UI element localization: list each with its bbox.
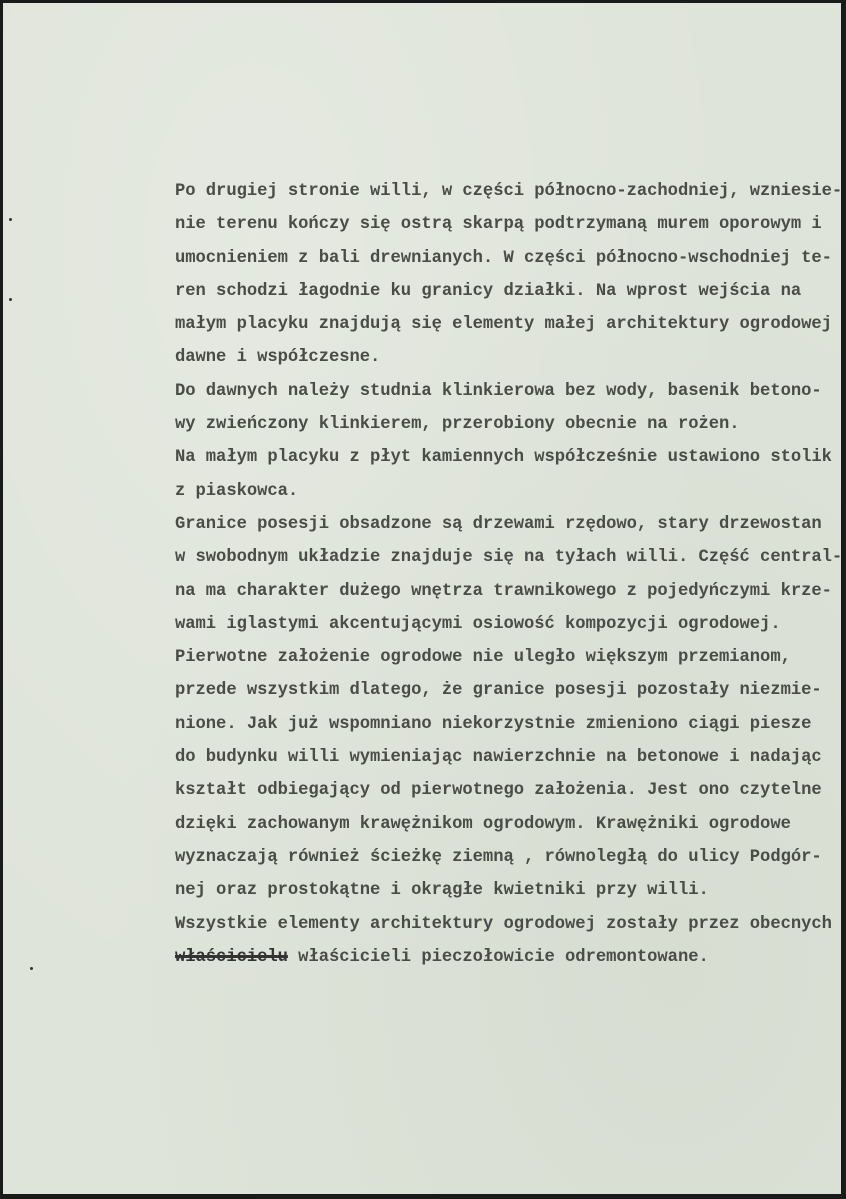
- text-line: Granice posesji obsadzone są drzewami rzędowo, stary drzewostan: [175, 514, 822, 534]
- text-line: wy zwieńczony klinkierem, przerobiony obecnie na rożen.: [175, 415, 740, 435]
- text-line: Pierwotne założenie ogrodowe nie uległo większym przemianom,: [175, 648, 791, 668]
- struck-out-word: właścicielu: [175, 947, 288, 967]
- typewritten-text: [175, 175, 842, 974]
- text-line: nie terenu kończy się ostrą skarpą podtrzymaną murem oporowym i: [175, 215, 822, 235]
- text-line: ren schodzi łagodnie ku granicy działki. Na wprost wejścia na: [175, 281, 802, 301]
- text-line: umocnieniem z bali drewnianych. W części północno-wschodniej te-: [175, 248, 832, 268]
- text-line: dawne i współczesne.: [175, 348, 381, 368]
- margin-mark: [9, 218, 12, 221]
- text-line: małym placyku znajdują się elementy małej architektury ogrodowej: [175, 315, 832, 335]
- text-line: przede wszystkim dlatego, że granice posesji pozostały niezmie-: [175, 681, 822, 701]
- text-line: kształt odbiegający od pierwotnego założenia. Jest ono czytelne: [175, 781, 822, 801]
- text-line: Do dawnych należy studnia klinkierowa bez wody, basenik betono-: [175, 381, 822, 401]
- text-line: w swobodnym układzie znajduje się na tyłach willi. Część central-: [175, 548, 843, 568]
- text-line: wyznaczają również ścieżkę ziemną , równoległą do ulicy Podgór-: [175, 847, 822, 867]
- margin-mark: [9, 298, 12, 301]
- text-line: nej oraz prostokątne i okrągłe kwietniki przy willi.: [175, 881, 709, 901]
- text-line-end: właścicieli pieczołowicie odremontowane.: [287, 947, 709, 967]
- document-page: [3, 3, 841, 1194]
- text-line: Wszystkie elementy architektury ogrodowej zostały przez obecnych: [175, 914, 832, 934]
- text-line-last: [175, 941, 842, 974]
- text-line: nione. Jak już wspomniano niekorzystnie zmieniono ciągi piesze: [175, 714, 812, 734]
- text-line: Po drugiej stronie willi, w części północno-zachodniej, wzniesie-: [175, 182, 843, 201]
- text-line: na ma charakter dużego wnętrza trawnikowego z pojedyńczymi krze-: [175, 581, 832, 601]
- text-line: z piaskowca.: [175, 481, 299, 501]
- text-line: dzięki zachowanym krawężnikom ogrodowym. Krawężniki ogrodowe: [175, 814, 791, 834]
- text-line: do budynku willi wymieniając nawierzchnie na betonowe i nadając: [175, 748, 822, 768]
- margin-mark: [30, 967, 33, 970]
- text-line: wami iglastymi akcentującymi osiowość kompozycji ogrodowej.: [175, 614, 781, 634]
- text-line: Na małym placyku z płyt kamiennych współcześnie ustawiono stolik: [175, 448, 832, 468]
